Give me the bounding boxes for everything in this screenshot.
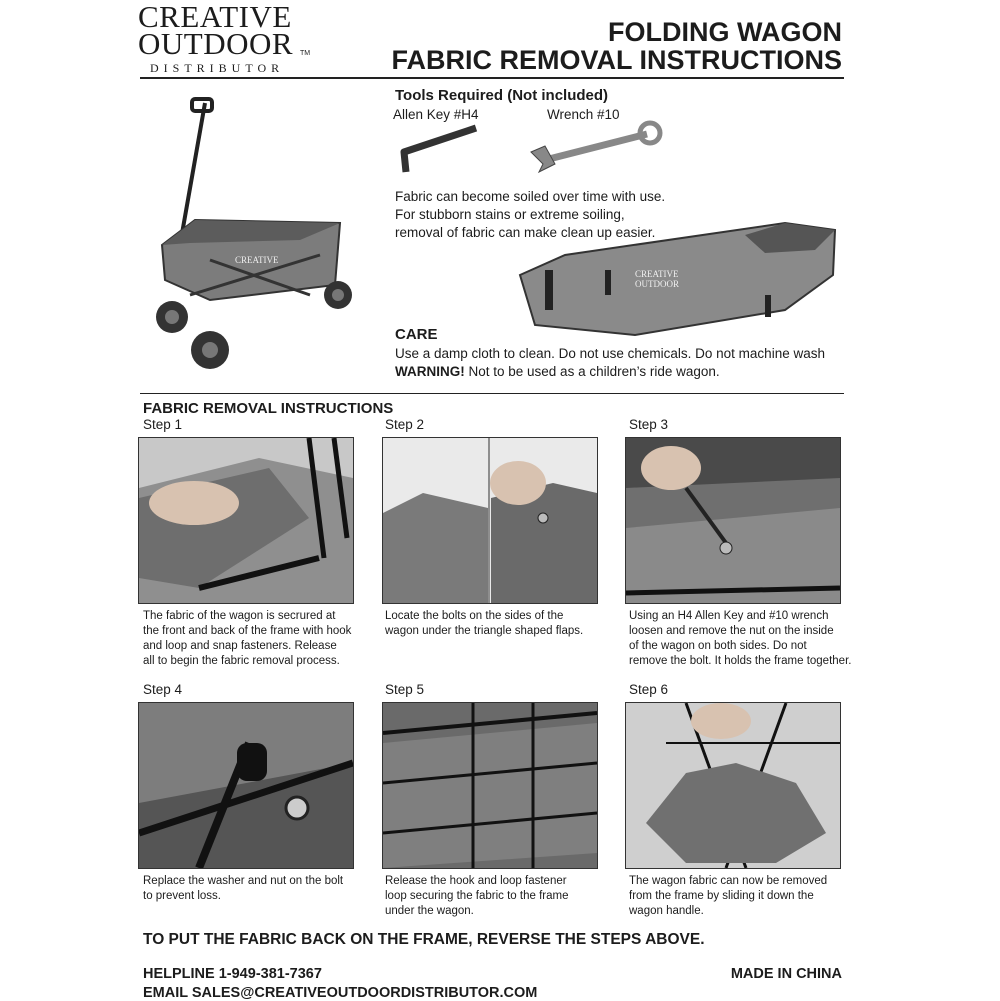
intro-line-2: For stubborn stains or extreme soiling,: [395, 207, 625, 222]
step-6-caption-line: wagon handle.: [629, 905, 704, 917]
wrench-icon: [525, 120, 665, 180]
logo-line-3: DISTRIBUTOR: [150, 61, 285, 75]
warning-message: Not to be used as a children’s ride wagon.: [464, 364, 720, 379]
step-6-caption: [629, 874, 827, 919]
step-4-image: [138, 702, 354, 869]
step-3-caption: [629, 609, 851, 669]
care-heading: CARE: [395, 326, 438, 343]
section-divider: [140, 393, 844, 394]
allen-key-label: Allen Key #H4: [393, 107, 479, 122]
step-4-caption-line: Replace the washer and nut on the bolt: [143, 875, 344, 887]
step-1-caption-line: the front and back of the frame with hook: [143, 625, 352, 637]
made-in-china: MADE IN CHINA: [730, 966, 842, 982]
header-divider: [140, 77, 844, 79]
step-1-label: Step 1: [143, 417, 183, 432]
page-title-line-1: FOLDING WAGON: [608, 17, 842, 47]
step-2-label: Step 2: [385, 417, 425, 432]
step-6-label: Step 6: [629, 682, 669, 697]
step-2-caption-line: wagon under the triangle shaped flaps.: [385, 625, 584, 637]
step-4-label: Step 4: [143, 682, 183, 697]
logo-trademark: TM: [300, 50, 311, 57]
email: EMAIL SALES@CREATIVEOUTDOORDISTRIBUTOR.COM: [143, 985, 538, 1001]
step-5-caption-line: Release the hook and loop fastener: [385, 875, 567, 887]
step-6-image: [625, 702, 841, 869]
step-3-caption-line: of the wagon on both sides. Do not: [629, 640, 807, 652]
step-3-image: [625, 437, 841, 604]
step-5-label: Step 5: [385, 682, 425, 697]
step-5-image: [382, 702, 598, 869]
step-1-caption: [143, 609, 351, 669]
step-3-caption-line: remove the bolt. It holds the frame together.: [629, 655, 852, 667]
step-2-image: [382, 437, 598, 604]
step-4-caption-line: to prevent loss.: [143, 890, 221, 902]
wrench-label: Wrench #10: [547, 107, 620, 122]
allen-key-icon: [398, 122, 483, 177]
step-1-caption-line: The fabric of the wagon is secrured at: [143, 610, 336, 622]
step-2-caption-line: Locate the bolts on the sides of the: [385, 610, 564, 622]
helpline: HELPLINE 1-949-381-7367: [143, 966, 322, 982]
fabric-image: [515, 215, 845, 340]
step-6-caption-line: from the frame by sliding it down the: [629, 890, 814, 902]
step-3-label: Step 3: [629, 417, 669, 432]
logo-line-2: OUTDOOR: [138, 26, 294, 61]
step-6-caption-line: The wagon fabric can now be removed: [629, 875, 828, 887]
reverse-steps-note: TO PUT THE FABRIC BACK ON THE FRAME, REVERSE THE STEPS ABOVE.: [143, 931, 705, 948]
step-1-caption-line: and loop and snap fasteners. Release: [143, 640, 337, 652]
svg-text:CREATIVE: CREATIVE: [635, 269, 679, 279]
svg-text:CREATIVE: CREATIVE: [235, 255, 279, 265]
care-text: Use a damp cloth to clean. Do not use chemicals. Do not machine wash: [395, 346, 825, 361]
step-4-caption: [143, 874, 343, 904]
intro-line-1: Fabric can become soiled over time with use.: [395, 189, 666, 204]
step-1-image: [138, 437, 354, 604]
step-5-caption-line: under the wagon.: [385, 905, 474, 917]
svg-text:OUTDOOR: OUTDOOR: [635, 279, 679, 289]
step-2-caption: [385, 609, 583, 639]
step-5-caption-line: loop securing the fabric to the frame: [385, 890, 569, 902]
tools-heading: Tools Required (Not included): [395, 87, 609, 104]
warning-text: [395, 363, 720, 381]
step-5-caption: [385, 874, 568, 919]
intro-line-3: removal of fabric can make clean up easier.: [395, 225, 656, 240]
logo-line-1: CREATIVE: [138, 0, 292, 34]
step-3-caption-line: loosen and remove the nut on the inside: [629, 625, 834, 637]
warning-label: WARNING!: [395, 364, 465, 379]
page-title-line-2: FABRIC REMOVAL INSTRUCTIONS: [391, 45, 842, 75]
instructions-heading: FABRIC REMOVAL INSTRUCTIONS: [143, 400, 394, 417]
step-3-caption-line: Using an H4 Allen Key and #10 wrench: [629, 610, 829, 622]
wagon-image: [150, 95, 365, 375]
step-1-caption-line: all to begin the fabric removal process.: [143, 655, 340, 667]
